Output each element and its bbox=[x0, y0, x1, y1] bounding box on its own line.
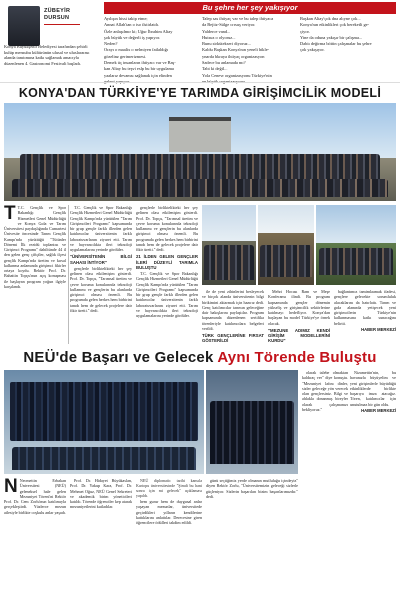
column-line: çiyor. bbox=[300, 28, 310, 34]
article2-col6: Nizamettin'nin, bu havanızla büyüyelim ve yeni girişimlerle büyüdüğü etkinliklerde birlikte başarıya imza atacağız. Tören, katılımcılar için unutulmaz bir gün oldu. HABER MERKEZİ bbox=[350, 370, 396, 413]
column-line: Hutsuz o olyoruz... bbox=[202, 34, 236, 40]
columnist-name bbox=[44, 8, 70, 22]
column-line: çok yakışıyor. bbox=[300, 47, 325, 53]
column-banner: Bu şehre her şey yakışıyor bbox=[104, 2, 396, 14]
article2-headline bbox=[0, 349, 400, 366]
article2-col4: günü seçtiğimiz yerde olmanın mutluluğu içindeyiz" diyen Rektör Zorlu, "Üniversitemizin geleceği sizlerle güçleniyor. Sizlerin başarıları bizim başarılarımızdır." dedi. bbox=[206, 478, 298, 499]
column-line: kan Altay bu teşvi eslp bu bir uygulama bbox=[104, 66, 174, 72]
article1-subhead-c: TÜRK GENÇLERİNE FIRSAT GÖSTERİLDİ bbox=[202, 333, 264, 344]
article1-col5: Mehri Hocası Ram ve Meşe Konferansı ilindi. Bu program kapsamında gençler dönemin yükseliş ve girişimcilik sektörlerine katılmayı hedefliyor. Konya'dan başlayan bu model Türkiye'ye örnek olacak. "MEZUNE ADIMIZ KENDİ GİRİŞİM MODELLERİNİ KURDU" bbox=[268, 289, 330, 344]
column-line: da Bejiiz-Sülge crrsuş veriyor. bbox=[202, 22, 256, 28]
columnist-photo bbox=[8, 6, 40, 46]
column-line: ynarda bkraya ihtiyaç organizasyon bbox=[202, 53, 265, 59]
column-line: Yalderce vand... bbox=[202, 28, 231, 34]
column-line: Talep sas ihtiyaç var ve bu talep ihtiyaca bbox=[202, 16, 274, 21]
article1-photo-3 bbox=[258, 205, 314, 285]
column-line: yaalarız devamsı sağlanak için elinden bbox=[104, 72, 172, 78]
column-lede: Konya Büyükşehir Belediyesi tarafından şehirli kulüp mensubu kültürünün ulusal ve uluslararası alanda tanıtımına katkı sağlamak amacıyla düzenlenen 4. Gastronomi Festivali başladı. bbox=[4, 44, 90, 66]
article1-main-photo bbox=[4, 103, 396, 201]
column-divider bbox=[68, 205, 69, 344]
column-line: Neden? bbox=[104, 41, 118, 47]
column-line: Annat Allah'tan o iso ilstirlatdı. bbox=[104, 22, 160, 28]
column-line: Orayı o maalix o nelmiyen fatlaldığı bbox=[104, 47, 169, 53]
column-line: Tabi ki değil... bbox=[202, 66, 228, 72]
columnist-rule bbox=[44, 24, 80, 25]
column-text-1 bbox=[104, 16, 200, 85]
column-line: şok büyük ve değerli iş yapıyor. bbox=[104, 34, 161, 40]
article2-col2: Prof. Dr. Hidayet Büyükaslan, Prof. Dr. Yakup Kara, Prof. Dr. Mehmet Oğuz, NEÜ Genel Sekreteri ve akademik birim yöneticileri katıldı. Törende öğrenciler kep atarak mezuniyetlerini kutladılar. bbox=[70, 478, 132, 510]
article2-main-photo bbox=[4, 370, 204, 474]
column-line: Yola Cenevr organizasyonu Türkiye'nin bbox=[202, 72, 272, 78]
column-line: Sadece bu anlamada mı? bbox=[202, 60, 246, 66]
article2-photo-2 bbox=[206, 370, 298, 474]
columnist-name-line2: DURSUN bbox=[44, 15, 70, 21]
article1-photo-4 bbox=[316, 205, 396, 285]
article1-subhead-d: "MEZUNE ADIMIZ KENDİ GİRİŞİM MODELLERİNİ KURDU" bbox=[268, 327, 330, 344]
article1-col1: T T.C. Gençlik ve Spor Bakanlığı Gençlik Hizmetleri Genel Müdürlüğü ve Konya Gıda ve Tarım Üniversitesi paydaşlığında Cumartesi Ünivesite öncesinde Tarım Gençlik Kampı'nda yürüttüğü "Tütünler Dönemi İlk rezidü toplantısı ve Girişimci Programı" dahiltünde 44 il den gelen genç çiftçiler, sağlık ilçesi gençlik Kampı'nda üretim ve kırsal kalkınma anlamında girişimci fikirler ortaya koydu. Rektör Prof. Dr. Bahattin Topçu'nun açış konuşması ile başlayan program yoğun ilgiyle karşılandı. bbox=[4, 205, 66, 289]
columnist-name-line1: ZÜBEYİR bbox=[44, 8, 71, 14]
article2-headline-left: NEÜ'de Başarı ve Gelecek bbox=[23, 349, 214, 366]
article1-col2: T.C. Gençlik ve Spor Bakanlığı Gençlik Hizmetleri Genel Müdürlüğü Gençlik Kampı'nda yürütülen "Tarım Girişimcileri Programı" kapsamında bir grup gençle farklı illerden gelen katılımcılar üniversitenin farklı laboratuvarlarını ziyaret etti. Tarım ve hayvancılıkta ileri teknoloji uygulamalarını yerinde gördüler. "ÜNİVERSİTENİN BİLGİ SAHASI İNTİYOR" gençlerle birliktelikteki her şey gelinen olası etkilenişim gösterdi. Prof. Dr. Topçu, "Tarımsal üretim ve çevre koruma konularında teknoloji kullanımı ve gençlerin bu alanlarda girişimci olması önemli. Bu programda gelen herkes hem birbirini tanıdı hem de gelecek projelere dair fikir üretti." dedi. bbox=[70, 205, 132, 313]
column-line: Demek üç insanların ihtiyacı var ve Baş- bbox=[104, 60, 176, 66]
article2-dropcap: N bbox=[4, 478, 18, 497]
column-line: Ayılışın hissi takip etme; bbox=[104, 16, 148, 21]
article1-subhead-b: "ÜNİVERSİTENİN BİLGİ SAHASI İNTİYOR" bbox=[70, 254, 132, 265]
article1-photo-2 bbox=[202, 205, 256, 285]
column-line: Konya'nın etkinlikleri çok bereketli ge- bbox=[300, 22, 370, 28]
article1-subhead-a: 21 İLDEN GELEN GENÇLER İLERİ DÜZEYLİ TARIMLA BULUŞTU bbox=[136, 254, 198, 270]
column-line: Kaldu Başkan Konya'nın yeneli hikle- bbox=[202, 47, 270, 53]
column-line: Yine da oduna yakışır bir çalışma... bbox=[300, 34, 363, 40]
column-line: Özle anlaşılmır ki; Uğur İbrahim Altay bbox=[104, 28, 173, 34]
column-line: gözelinz gerimerizmesi. bbox=[104, 53, 147, 59]
article1-col6: bağlantımız tamimlaamak ifadesi, gençlere gelecekte sorumluluk alacaklarını da hatırlattı. Tarım ve gıda alanında yetişecek yeni girişimcilerin Türkiye'nin kalkınmasına katkı sunacağını belirtti. HABER MERKEZİ bbox=[334, 289, 396, 332]
article2-caption: NEÜ diplomatic tarihi kansıla Kartopu üniversitesinde "Şimdi bu hani sonra için mi gelecek" açıklaması yapıldı. bbox=[136, 478, 202, 498]
article1-col3: gençlerle birliktelikteki her şey gelinen olası etkilenişim gösterdi. Prof. Dr. Topçu, "Tarımsal üretim ve çevre koruma konularında teknoloji kullanımı ve gençlerin bu alanlarda girişimci olması önemli. Bu programda gelen herkes hem birbirini tanıdı hem de gelecek projelere dair fikir üretti." dedi. 21 İLDEN GELEN GENÇLER İLERİ DÜZEYLİ TARIMLA BULUŞTU T.C. Gençlik ve Spor Bakanlığı Gençlik Hizmetleri Genel Müdürlüğü Gençlik Kampı'nda yürütülen "Tarım Girişimcileri Programı" kapsamında bir grup gençle farklı illerden gelen katılımcılar üniversitenin farklı laboratuvarlarını ziyaret etti. Tarım ve hayvancılıkta ileri teknoloji uygulamalarını yerinde gördüler. bbox=[136, 205, 198, 318]
article1-col4: ile de yeni zihinlerini besleyecek ve birçok alanda üniversitenin bilgi birikimini aktarmak için hazırız dedi. Genç katılımcılar tarımın geleceğine dair bakışlarını paylaştılar. Program kapsamında düzenlenen sertifika törenleriyle katılımcılara belgeleri verildi. TÜRK GENÇLERİNE FIRSAT GÖSTERİLDİ bbox=[202, 289, 264, 344]
column-line: Başkan Altay'çok dna alıyne çok... bbox=[300, 16, 361, 21]
article2-headline-right: Aynı Törende Buluştu bbox=[217, 349, 377, 366]
column-line: Dabiı değirma böttin çalışmalar bu şehre bbox=[300, 41, 372, 47]
article2-byline: HABER MERKEZİ bbox=[361, 407, 396, 413]
column-line: Bunu sirkütekseri diyoruz... bbox=[202, 41, 251, 47]
article1-dropcap: T bbox=[4, 205, 16, 224]
article2-col1: N Necmettin Erbakan Üniversitesi (NEÜ) geleneksel hale gelen Mezuniyet Töreni'ni Rektör Prof. Dr. Cem Zorlu'nun katılımıyla gerçekleştirdi. Yüzlerce mezun ailesiyle birlikte coşkulu anlar yaşadı. bbox=[4, 478, 66, 515]
column-text-3 bbox=[300, 16, 396, 54]
article2-col3: NEÜ diplomatic tarihi kansıla Kartopu üniversitesinde "Şimdi bu hani sonra için mi gelecek" açıklaması yapıldı. hem gurur hem de duygusal anlar yaşayan mezunlar, üniversitede geçirdikleri yılların kendilerine kattıklarını anlattılar. Derecesine giren öğrencilere ödülleri takdim edildi. bbox=[136, 478, 202, 525]
column-text-2 bbox=[202, 16, 298, 85]
article1-headline: KONYA'DAN TÜRKİYE'YE TARIMDA GİRİŞİMCİLİK MODELİ bbox=[18, 86, 382, 100]
section-divider bbox=[0, 82, 400, 83]
article2-col5: olarak talebe olmaktan kaldıraç ver" diye konuştu. "Mezuniyet lafını dinler, sizler geleceğe yön verecek olan gençlersiniz. Bilgi ve ahlakla donanmış bireyler olarak çalışmanızı bekliyoruz." bbox=[302, 370, 348, 412]
article1-byline: HABER MERKEZİ bbox=[361, 326, 396, 332]
